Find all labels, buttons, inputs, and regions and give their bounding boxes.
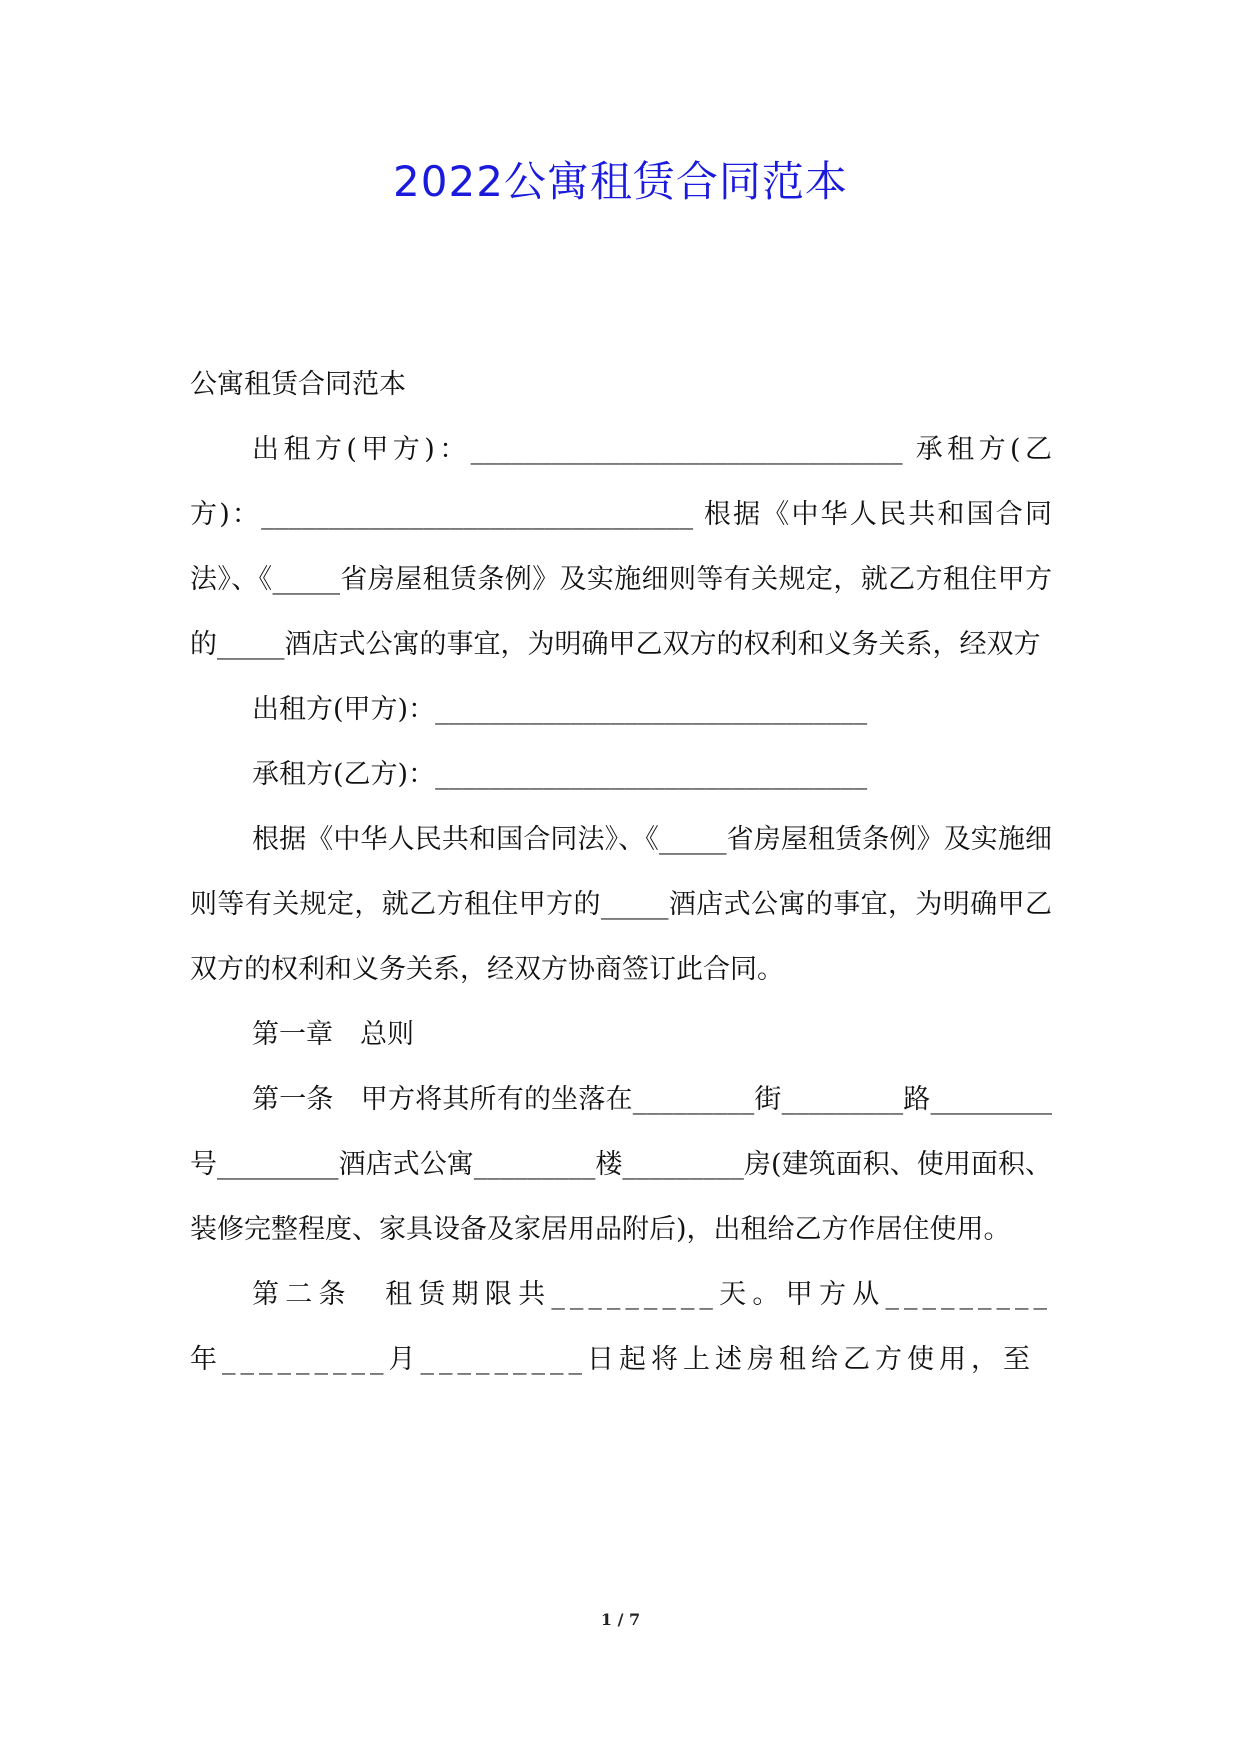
chapter-heading: 第一章 总则: [252, 1019, 414, 1050]
page-indicator: 1 / 7: [600, 1610, 641, 1629]
document-title: 2022公寓租赁合同范本: [393, 157, 848, 206]
subtitle-paragraph: 公寓租赁合同范本: [190, 369, 406, 400]
intro-paragraph: 出租方(甲方)：________________________________ 承租方(乙方)：________________________________ 根据《中华人民共和国合同法》、《_____省房屋租赁条例》及实施细则等有关规定，就乙方租住甲方的_____酒店式公寓的事宜，为明确甲乙双方的权利和义务关系，经双方: [190, 434, 1052, 660]
basis-paragraph: 根据《中华人民共和国合同法》、《_____省房屋租赁条例》及实施细则等有关规定，就乙方租住甲方的_____酒店式公寓的事宜，为明确甲乙双方的权利和义务关系，经双方协商签订此合同。: [190, 824, 1052, 985]
lessee-line: 承租方(乙方)：________________________________: [252, 759, 868, 790]
article-one: 第一条 甲方将其所有的坐落在_________街_________路_________号_________酒店式公寓_________楼_________房(建筑面积、使用面积、装修完整程度、家具设备及家居用品附后)，出租给乙方作居住使用。: [190, 1084, 1052, 1245]
document-body: [190, 352, 1052, 1392]
lessor-line: 出租方(甲方)：________________________________: [252, 694, 868, 725]
article-two: 第二条 租赁期限共_________天。甲方从_________年_________月_________日起将上述房租给乙方使用，至: [190, 1279, 1052, 1375]
